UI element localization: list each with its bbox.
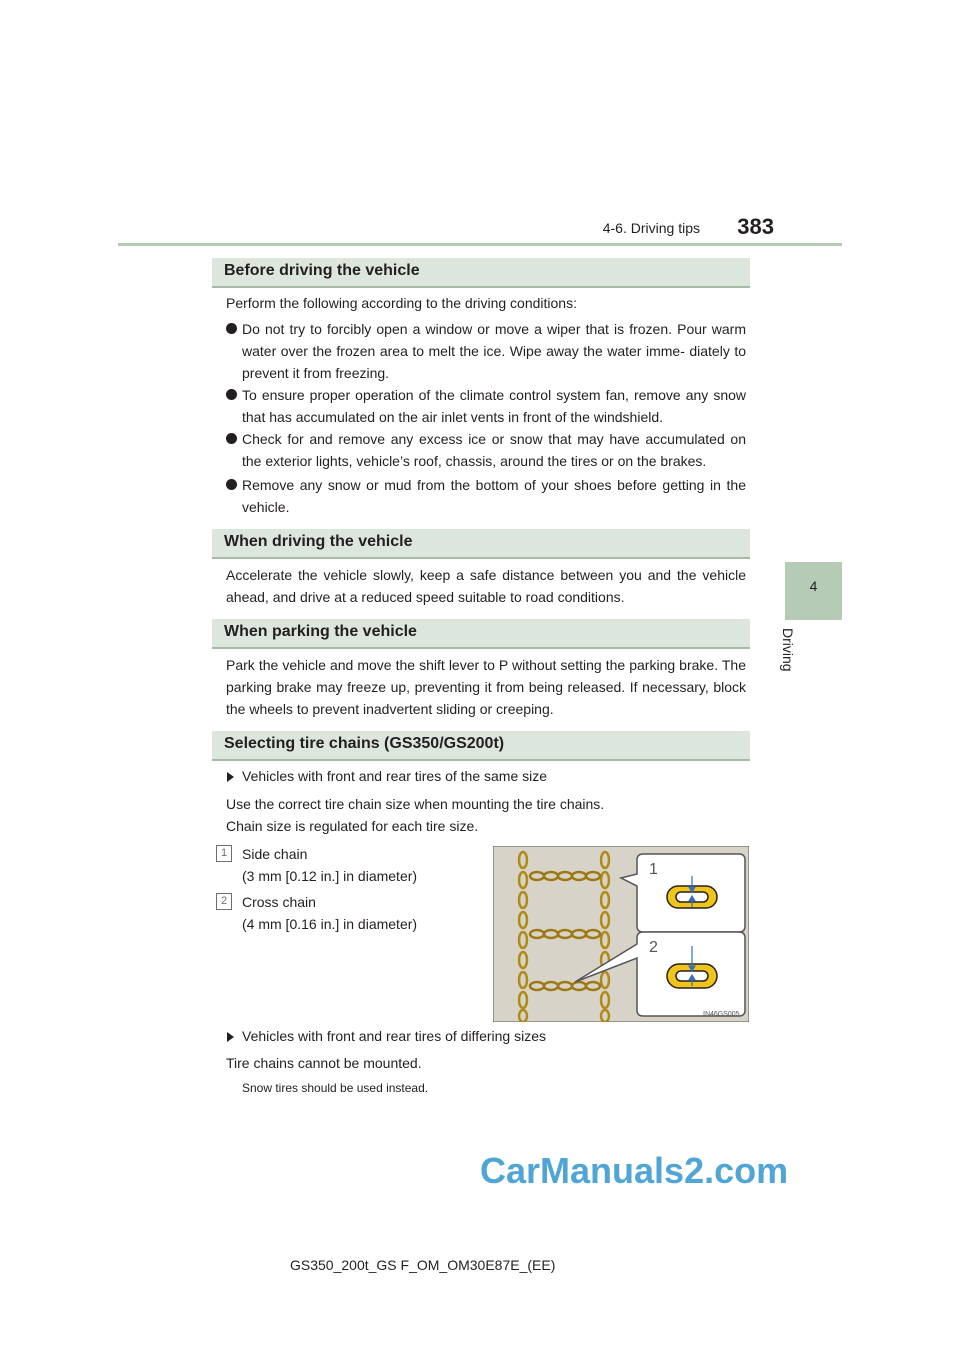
callout-label-1: 1 xyxy=(649,861,658,878)
bullet-dot-icon xyxy=(226,323,237,334)
section-heading-when-parking xyxy=(212,619,750,649)
callout-number-1: 1 xyxy=(216,845,232,862)
illustration-code: IN46GS005 xyxy=(703,1011,740,1018)
watermark-text: CarManuals2.com xyxy=(480,1150,789,1191)
bullet-item: Check for and remove any excess ice or snow that may have accumulated on the exterior lights, vehicle’s roof, chassis, around the tires or on the brakes. xyxy=(226,428,746,472)
header-rule xyxy=(118,243,842,246)
driving-body: Accelerate the vehicle slowly, keep a safe distance between you and the vehicle ahead, and drive at a reduced speed suitable to road conditions. xyxy=(226,567,746,605)
item-cross-chain: Cross chain (4 mm [0.16 in.] in diameter) xyxy=(242,894,418,932)
section-title: Selecting tire chains (GS350/GS200t) xyxy=(224,735,505,752)
bullet-item: Remove any snow or mud from the bottom of your shoes before getting in the vehicle. xyxy=(226,474,746,518)
triangle-bullet-icon xyxy=(227,1032,234,1042)
parking-body: Park the vehicle and move the shift lever to P without setting the parking brake. The parking brake may freeze up, preventing it from being released. If necessary, block the wheels to prevent inadvertent sliding or creeping. xyxy=(226,657,746,717)
tire-chain-illustration xyxy=(493,846,749,1022)
triangle-bullet-icon xyxy=(227,772,234,782)
document-footer: GS350_200t_GS F_OM_OM30E87E_(EE) xyxy=(290,1257,556,1273)
callout-number-2: 2 xyxy=(216,893,232,910)
callout-label-2: 2 xyxy=(649,939,658,956)
differing-body: Tire chains cannot be mounted. xyxy=(226,1055,422,1071)
section-title: Before driving the vehicle xyxy=(224,262,420,279)
differing-note: Snow tires should be used instead. xyxy=(242,1081,429,1095)
section-title: When driving the vehicle xyxy=(224,533,413,550)
section-title: When parking the vehicle xyxy=(224,623,417,640)
bullet-dot-icon xyxy=(226,479,237,490)
bullet-dot-icon xyxy=(226,433,237,444)
running-header-section: 4-6. Driving tips xyxy=(602,220,700,236)
differing-size-heading: Vehicles with front and rear tires of differing sizes xyxy=(227,1028,546,1044)
bullet-item: To ensure proper operation of the climate control system fan, remove any snow that has accumulated on the air inlet vents in front of the windshield. xyxy=(226,384,746,428)
section-heading-before-driving xyxy=(212,258,750,288)
same-size-line-2: Chain size is regulated for each tire size. xyxy=(226,818,479,834)
same-size-heading: Vehicles with front and rear tires of the same size xyxy=(227,768,547,784)
bullet-dot-icon xyxy=(226,389,237,400)
item-side-chain: Side chain (3 mm [0.12 in.] in diameter) xyxy=(242,846,418,884)
same-size-line-1: Use the correct tire chain size when mounting the tire chains. xyxy=(226,796,605,812)
chapter-number: 4 xyxy=(809,578,818,594)
section-heading-when-driving xyxy=(212,529,750,559)
bullet-item: Do not try to forcibly open a window or move a wiper that is frozen. Pour warm water over the frozen area to melt the ice. Wipe away the water imme- diately to prevent it from freezing. xyxy=(226,318,746,384)
before-intro: Perform the following according to the driving conditions: xyxy=(226,295,577,311)
section-heading-tire-chains xyxy=(212,731,750,761)
chapter-label: Driving xyxy=(780,628,796,672)
page-number: 383 xyxy=(737,214,774,239)
